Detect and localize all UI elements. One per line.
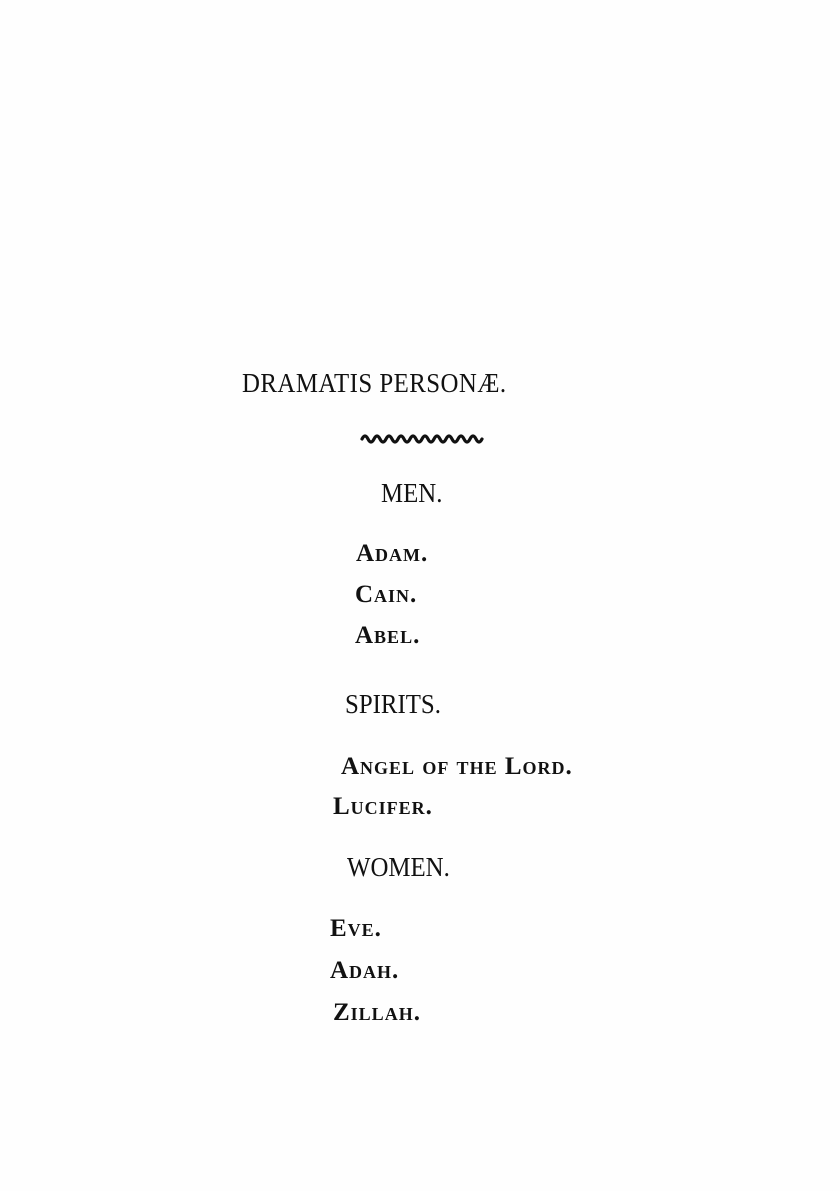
wavy-rule-ornament-icon [360, 430, 485, 444]
character-name: Eve. [330, 915, 382, 942]
character-name: Lucifer. [333, 793, 433, 820]
character-name: Adam. [356, 540, 429, 567]
section-heading-women: WOMEN. [347, 852, 450, 882]
character-name: Zillah. [333, 999, 421, 1026]
page-title: DRAMATIS PERSONÆ. [242, 368, 507, 398]
section-heading-men: MEN. [381, 478, 443, 508]
character-name: Abel. [355, 622, 421, 649]
character-name: Angel of the Lord. [341, 753, 573, 780]
character-name: Adah. [330, 957, 400, 984]
section-heading-spirits: SPIRITS. [345, 689, 441, 719]
character-name: Cain. [355, 581, 418, 608]
